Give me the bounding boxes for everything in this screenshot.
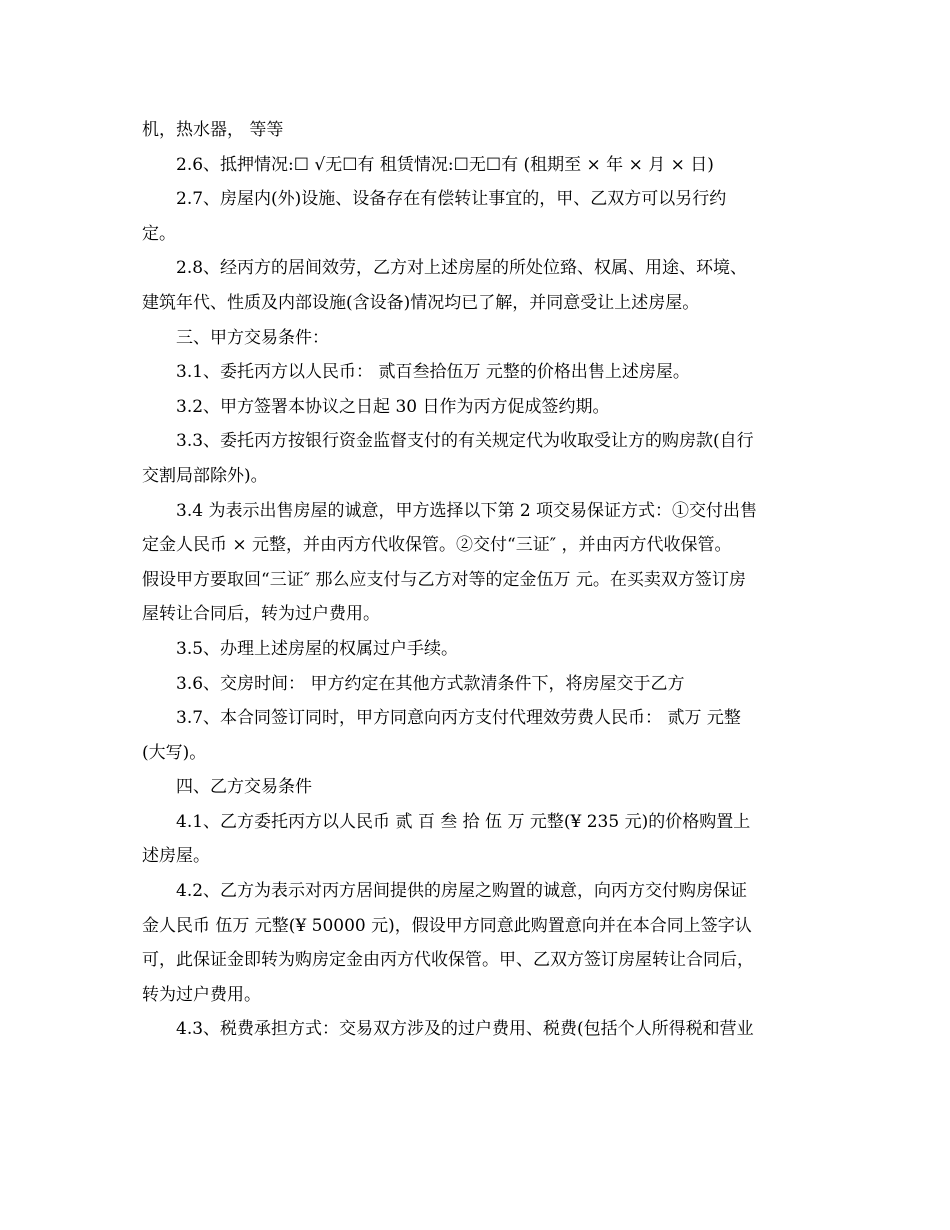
text-line: 金人民币 伍万 元整(¥ 50000 元)，假设甲方同意此购置意向并在本合同上签字认 — [142, 915, 752, 936]
text-line: 2.7、房屋内(外)设施、设备存在有偿转让事宜的，甲、乙双方可以另行约 — [176, 189, 727, 210]
text-line: 2.8、经丙方的居间效劳，乙方对上述房屋的所处位臵、权属、用途、环境、 — [176, 258, 748, 279]
text-line: 述房屋。 — [142, 846, 210, 867]
text-line: 4.2、乙方为表示对丙方居间提供的房屋之购置的诚意，向丙方交付购房保证 — [176, 881, 748, 902]
text-line: 4.3、税费承担方式：交易双方涉及的过户费用、税费(包括个人所得税和营业 — [176, 1019, 754, 1040]
text-line: 可，此保证金即转为购房定金由丙方代收保管。甲、乙双方签订房屋转让合同后， — [142, 950, 754, 971]
document-body — [142, 113, 814, 1047]
text-line: 4.1、乙方委托丙方以人民币 贰 百 叁 拾 伍 万 元整(¥ 235 元)的价格购置上 — [176, 811, 751, 832]
text-line: 3.3、委托丙方按银行资金监督支付的有关规定代为收取受让方的购房款(自行 — [176, 431, 754, 452]
text-line: 建筑年代、性质及内部设施(含设备)情况均已了解，并同意受让上述房屋。 — [142, 292, 700, 313]
text-line: 定。 — [142, 223, 176, 244]
text-line: 2.6、抵押情况:☐ √无☐有 租赁情况:☐无☐有 (租期至 × 年 × 月 × 日) — [176, 154, 714, 175]
text-line: 3.4 为表示出售房屋的诚意，甲方选择以下第 2 项交易保证方式：①交付出售 — [176, 500, 758, 521]
text-line: (大写)。 — [142, 742, 207, 763]
text-line: 转为过户费用。 — [142, 984, 261, 1005]
text-line: 3.1、委托丙方以人民币： 贰百叁拾伍万 元整的价格出售上述房屋。 — [176, 362, 690, 383]
text-line: 屋转让合同后，转为过户费用。 — [142, 604, 380, 625]
text-line: 四、乙方交易条件 — [176, 777, 312, 798]
text-line: 3.6、交房时间： 甲方约定在其他方式款清条件下，将房屋交于乙方 — [176, 673, 685, 694]
text-line: 3.7、本合同签订同时，甲方同意向丙方支付代理效劳费人民币： 贰万 元整 — [176, 708, 741, 729]
text-line: 交割局部除外)。 — [142, 465, 268, 486]
text-line: 3.5、办理上述房屋的权属过户手续。 — [176, 638, 459, 659]
text-line: 机，热水器， 等等 — [142, 120, 284, 140]
text-line: 3.2、甲方签署本协议之日起 30 日作为丙方促成签约期。 — [176, 396, 610, 417]
text-line: 假设甲方要取回“三证″ 那么应支付与乙方对等的定金伍万 元。在买卖双方签订房 — [142, 569, 746, 590]
text-line: 三、甲方交易条件： — [176, 327, 329, 348]
text-line: 定金人民币 × 元整，并由丙方代收保管。②交付“三证″ ，并由丙方代收保管。 — [142, 535, 732, 556]
